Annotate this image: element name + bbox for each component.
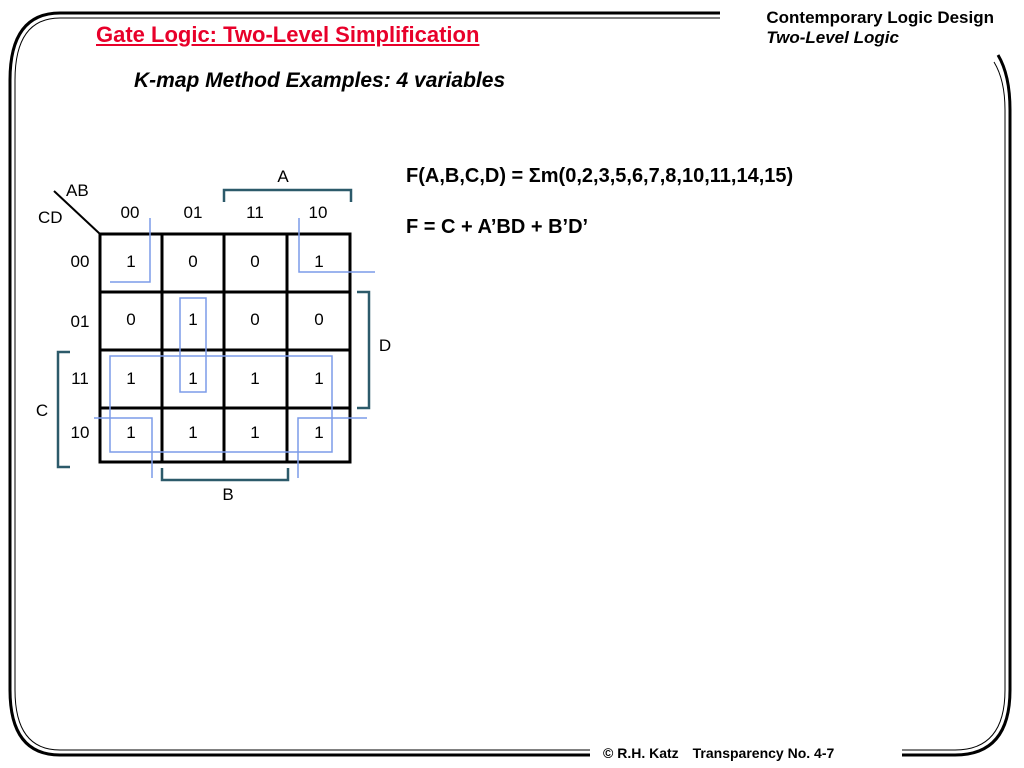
kmap-cell: 1 xyxy=(126,423,136,442)
kmap-cell: 1 xyxy=(314,423,324,442)
bracket-label-d: D xyxy=(378,336,392,355)
bracket-b xyxy=(162,468,288,480)
col-header: 10 xyxy=(308,203,328,222)
kmap-cell: 0 xyxy=(188,252,198,271)
col-header: 01 xyxy=(183,203,203,222)
kmap-cell: 1 xyxy=(126,252,136,271)
footer xyxy=(603,745,848,761)
bracket-label-a: A xyxy=(277,167,289,186)
course-name: Contemporary Logic Design xyxy=(766,8,994,27)
kmap-cell: 1 xyxy=(250,423,260,442)
footer-copyright: © R.H. Katz xyxy=(603,745,679,761)
col-header: 00 xyxy=(120,203,140,222)
kmap-cell: 1 xyxy=(314,252,324,271)
row-var-label: CD xyxy=(38,208,63,227)
kmap-grid xyxy=(100,234,350,462)
slide-subtitle: K-map Method Examples: 4 variables xyxy=(134,69,506,92)
col-header: 11 xyxy=(246,203,264,222)
slide-title: Gate Logic: Two-Level Simplification xyxy=(96,22,480,47)
bracket-d xyxy=(357,292,369,408)
kmap-cell: 0 xyxy=(126,310,136,329)
kmap-cell: 1 xyxy=(188,369,198,388)
col-var-label: AB xyxy=(66,181,89,200)
kmap-cell: 0 xyxy=(250,310,260,329)
bracket-label-b: B xyxy=(222,485,234,504)
kmap-cell: 0 xyxy=(250,252,260,271)
group-bd-corner-bottom-left xyxy=(94,418,152,478)
bracket-label-c: C xyxy=(35,401,49,420)
group-bd-corner-top-right xyxy=(299,218,375,272)
kmap-cell: 1 xyxy=(188,310,198,329)
topic-name: Two-Level Logic xyxy=(766,28,899,47)
row-header: 01 xyxy=(70,312,90,331)
kmap-cell: 1 xyxy=(250,369,260,388)
row-header: 00 xyxy=(70,252,90,271)
bracket-a xyxy=(224,190,351,202)
group-bd-corner-top-left xyxy=(110,218,150,282)
kmap-cell: 1 xyxy=(314,369,324,388)
kmap-cell: 0 xyxy=(314,310,324,329)
row-header: 10 xyxy=(70,423,90,442)
function-definition: F(A,B,C,D) = Σm(0,2,3,5,6,7,8,10,11,14,15) xyxy=(406,165,794,187)
kmap-cell: 1 xyxy=(126,369,136,388)
row-header: 11 xyxy=(71,369,89,388)
footer-transparency: Transparency No. 4-7 xyxy=(692,745,835,761)
kmap-cell: 1 xyxy=(188,423,198,442)
bracket-c xyxy=(58,352,70,467)
simplified-expression: F = C + A’BD + B’D’ xyxy=(406,216,589,238)
